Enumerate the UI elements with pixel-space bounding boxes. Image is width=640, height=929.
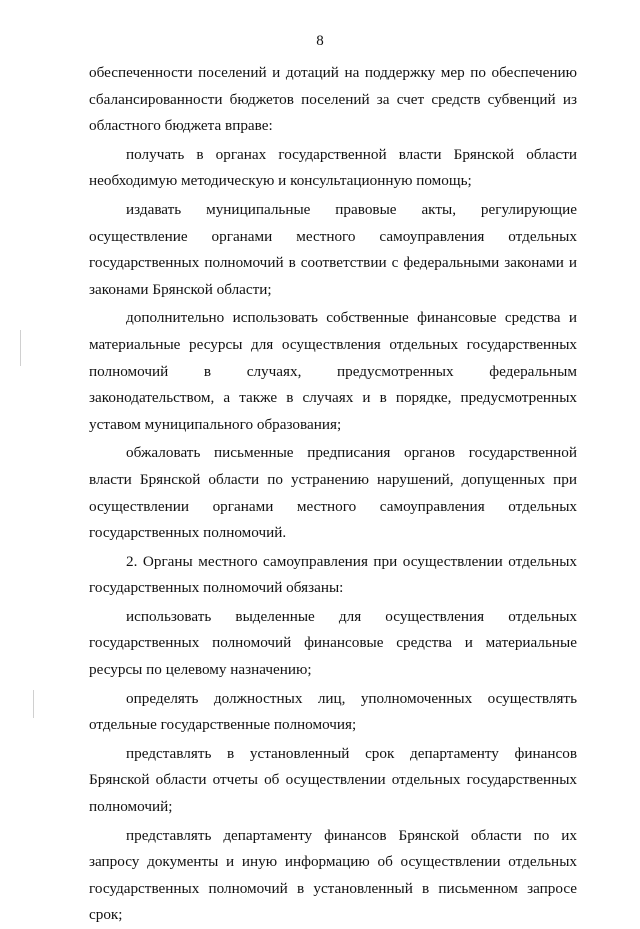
paragraph: получать в органах государственной власти Брянской области необходимую методическую и консультационную помощь; [89, 145, 577, 190]
paragraph: представлять в установленный срок департаменту финансов Брянской области отчеты об осуществлении отдельных государственных полномочий; [89, 744, 577, 816]
scan-edge-mark [33, 690, 34, 718]
paragraph: обжаловать письменные предписания органов государственной власти Брянской области по устранению нарушений, допущенных при осуществлении органами местного самоуправления отдельных государственных полномочий. [89, 444, 577, 542]
paragraph: обеспеченности поселений и дотаций на поддержку мер по обеспечению сбалансированности бюджетов поселений за счет средств субвенций из областного бюджета вправе: [89, 64, 577, 135]
paragraph: издавать муниципальные правовые акты, регулирующие осуществление органами местного самоуправления отдельных государственных полномочий в соответствии с федеральными законами и законами Брянской области; [89, 200, 577, 298]
paragraph: представлять департаменту финансов Брянской области по их запросу документы и иную информацию об осуществлении отдельных государственных полномочий в установленный в письменном запросе срок; [89, 826, 577, 924]
document-body [89, 60, 577, 929]
paragraph: определять должностных лиц, уполномоченных осуществлять отдельные государственные полномочия; [89, 689, 577, 734]
scan-edge-mark [20, 330, 21, 366]
page-number: 8 [316, 33, 324, 49]
paragraph: использовать выделенные для осуществления отдельных государственных полномочий финансовые средства и материальные ресурсы по целевому назначению; [89, 607, 577, 679]
paragraph: 2. Органы местного самоуправления при осуществлении отдельных государственных полномочий обязаны: [89, 552, 577, 597]
paragraph: дополнительно использовать собственные финансовые средства и материальные ресурсы для осуществления отдельных государственных полномочий в случаях, предусмотренных федеральным законодательством, а также в случаях и в порядке, предусмотренных уставом муниципального образования; [89, 309, 577, 433]
